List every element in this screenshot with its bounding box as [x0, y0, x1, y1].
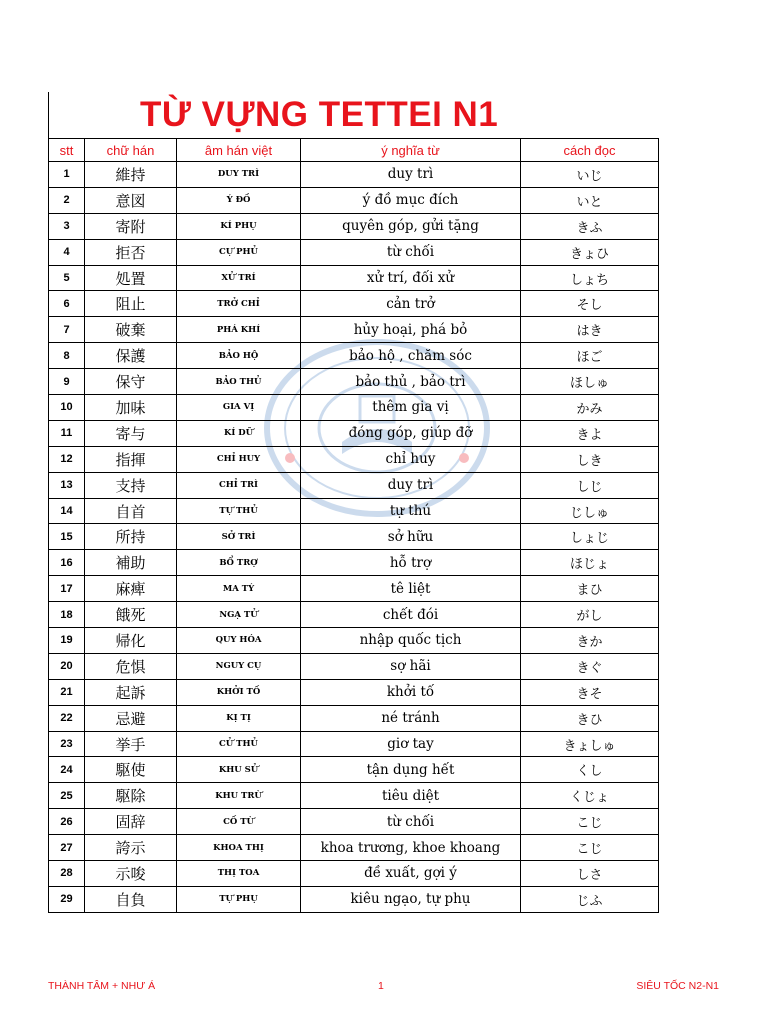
cell-meaning: xử trí, đối xử — [301, 265, 521, 291]
cell-han-viet: SỞ TRÌ — [177, 524, 301, 550]
table-row — [49, 291, 659, 317]
footer-series: SIÊU TỐC N2-N1 — [636, 980, 719, 992]
cell-meaning: chỉ huy — [301, 446, 521, 472]
cell-han-viet: MA TÝ — [177, 576, 301, 602]
cell-kanji: 自首 — [85, 498, 177, 524]
cell-stt: 29 — [49, 886, 85, 912]
cell-stt: 11 — [49, 420, 85, 446]
cell-meaning: đóng góp, giúp đỡ — [301, 420, 521, 446]
cell-meaning: khoa trương, khoe khoang — [301, 835, 521, 861]
cell-meaning: tê liệt — [301, 576, 521, 602]
table-row — [49, 187, 659, 213]
cell-stt: 17 — [49, 576, 85, 602]
table-row — [49, 576, 659, 602]
page-number: 1 — [378, 980, 384, 992]
table-row — [49, 628, 659, 654]
cell-meaning: ý đồ mục đích — [301, 187, 521, 213]
cell-reading: ほしゅ — [521, 369, 659, 395]
cell-han-viet: QUY HÓA — [177, 628, 301, 654]
cell-stt: 5 — [49, 265, 85, 291]
cell-han-viet: KÍ PHỤ — [177, 213, 301, 239]
cell-kanji: 固辞 — [85, 809, 177, 835]
table-row — [49, 602, 659, 628]
cell-reading: きか — [521, 628, 659, 654]
cell-stt: 12 — [49, 446, 85, 472]
cell-reading: きよ — [521, 420, 659, 446]
cell-stt: 23 — [49, 731, 85, 757]
cell-kanji: 保護 — [85, 343, 177, 369]
cell-stt: 9 — [49, 369, 85, 395]
cell-kanji: 挙手 — [85, 731, 177, 757]
left-rule — [48, 92, 49, 138]
table-row — [49, 239, 659, 265]
cell-stt: 22 — [49, 705, 85, 731]
col-header-reading: cách đọc — [521, 139, 659, 162]
cell-han-viet: CỬ THỦ — [177, 731, 301, 757]
col-header-han-viet: âm hán việt — [177, 139, 301, 162]
cell-reading: しょち — [521, 265, 659, 291]
cell-stt: 25 — [49, 783, 85, 809]
cell-stt: 16 — [49, 550, 85, 576]
table-row — [49, 213, 659, 239]
cell-meaning: tự thú — [301, 498, 521, 524]
cell-han-viet: KÍ DỮ — [177, 420, 301, 446]
cell-stt: 14 — [49, 498, 85, 524]
cell-meaning: duy trì — [301, 162, 521, 188]
cell-stt: 27 — [49, 835, 85, 861]
cell-kanji: 餓死 — [85, 602, 177, 628]
cell-reading: がし — [521, 602, 659, 628]
cell-stt: 7 — [49, 317, 85, 343]
cell-kanji: 破棄 — [85, 317, 177, 343]
cell-reading: しょじ — [521, 524, 659, 550]
table-row — [49, 835, 659, 861]
table-row — [49, 446, 659, 472]
table-row — [49, 369, 659, 395]
cell-han-viet: KHỞI TỐ — [177, 679, 301, 705]
cell-reading: いじ — [521, 162, 659, 188]
cell-han-viet: THỊ TOA — [177, 861, 301, 887]
cell-han-viet: PHÁ KHÍ — [177, 317, 301, 343]
cell-meaning: đề xuất, gợi ý — [301, 861, 521, 887]
cell-han-viet: XỬ TRÍ — [177, 265, 301, 291]
cell-meaning: từ chối — [301, 809, 521, 835]
cell-han-viet: KHU SỬ — [177, 757, 301, 783]
cell-stt: 20 — [49, 653, 85, 679]
cell-stt: 3 — [49, 213, 85, 239]
cell-kanji: 指揮 — [85, 446, 177, 472]
cell-reading: じしゅ — [521, 498, 659, 524]
table-row — [49, 783, 659, 809]
cell-reading: こじ — [521, 809, 659, 835]
cell-meaning: né tránh — [301, 705, 521, 731]
cell-meaning: tiêu diệt — [301, 783, 521, 809]
cell-reading: いと — [521, 187, 659, 213]
cell-han-viet: TỰ THỦ — [177, 498, 301, 524]
cell-meaning: hỗ trợ — [301, 550, 521, 576]
cell-han-viet: DUY TRÌ — [177, 162, 301, 188]
cell-stt: 1 — [49, 162, 85, 188]
table-row — [49, 861, 659, 887]
table-row — [49, 886, 659, 912]
col-header-stt: stt — [49, 139, 85, 162]
cell-reading: かみ — [521, 395, 659, 421]
cell-han-viet: CỰ PHỦ — [177, 239, 301, 265]
table-row — [49, 679, 659, 705]
cell-stt: 24 — [49, 757, 85, 783]
table-row — [49, 809, 659, 835]
cell-reading: しき — [521, 446, 659, 472]
cell-stt: 15 — [49, 524, 85, 550]
cell-kanji: 帰化 — [85, 628, 177, 654]
cell-reading: じふ — [521, 886, 659, 912]
cell-kanji: 寄与 — [85, 420, 177, 446]
table-row — [49, 498, 659, 524]
cell-reading: くじょ — [521, 783, 659, 809]
cell-kanji: 寄附 — [85, 213, 177, 239]
cell-kanji: 阻止 — [85, 291, 177, 317]
cell-kanji: 処置 — [85, 265, 177, 291]
cell-kanji: 麻痺 — [85, 576, 177, 602]
cell-kanji: 示唆 — [85, 861, 177, 887]
cell-reading: きぐ — [521, 653, 659, 679]
cell-kanji: 駆除 — [85, 783, 177, 809]
cell-han-viet: KHU TRỪ — [177, 783, 301, 809]
cell-han-viet: GIA VỊ — [177, 395, 301, 421]
page-title: TỪ VỰNG TETTEI N1 — [140, 95, 499, 134]
cell-reading: きょひ — [521, 239, 659, 265]
cell-han-viet: Ý ĐỒ — [177, 187, 301, 213]
cell-kanji: 危惧 — [85, 653, 177, 679]
table-row — [49, 343, 659, 369]
table-row — [49, 653, 659, 679]
cell-reading: こじ — [521, 835, 659, 861]
cell-han-viet: TRỞ CHỈ — [177, 291, 301, 317]
cell-meaning: nhập quốc tịch — [301, 628, 521, 654]
cell-meaning: giơ tay — [301, 731, 521, 757]
cell-meaning: chết đói — [301, 602, 521, 628]
table-row — [49, 317, 659, 343]
cell-kanji: 補助 — [85, 550, 177, 576]
table-body — [49, 162, 659, 913]
cell-meaning: sợ hãi — [301, 653, 521, 679]
cell-kanji: 加味 — [85, 395, 177, 421]
cell-reading: くし — [521, 757, 659, 783]
cell-han-viet: CỐ TỪ — [177, 809, 301, 835]
cell-reading: ほじょ — [521, 550, 659, 576]
cell-han-viet: KỊ TỊ — [177, 705, 301, 731]
cell-han-viet: NGẠ TỬ — [177, 602, 301, 628]
cell-kanji: 維持 — [85, 162, 177, 188]
cell-kanji: 誇示 — [85, 835, 177, 861]
table-row — [49, 420, 659, 446]
table-row — [49, 550, 659, 576]
cell-reading: きひ — [521, 705, 659, 731]
cell-stt: 18 — [49, 602, 85, 628]
cell-stt: 4 — [49, 239, 85, 265]
cell-meaning: sở hữu — [301, 524, 521, 550]
table-row — [49, 472, 659, 498]
cell-kanji: 拒否 — [85, 239, 177, 265]
cell-kanji: 自負 — [85, 886, 177, 912]
cell-han-viet: BỔ TRỢ — [177, 550, 301, 576]
cell-stt: 8 — [49, 343, 85, 369]
cell-reading: しじ — [521, 472, 659, 498]
cell-reading: そし — [521, 291, 659, 317]
cell-han-viet: BẢO HỘ — [177, 343, 301, 369]
table-row — [49, 705, 659, 731]
table-row — [49, 731, 659, 757]
cell-stt: 10 — [49, 395, 85, 421]
cell-kanji: 起訴 — [85, 679, 177, 705]
cell-han-viet: KHOA THỊ — [177, 835, 301, 861]
footer-authors: THÀNH TÂM + NHƯ Á — [48, 980, 156, 992]
cell-meaning: hủy hoại, phá bỏ — [301, 317, 521, 343]
cell-kanji: 駆使 — [85, 757, 177, 783]
cell-han-viet: CHỈ TRÌ — [177, 472, 301, 498]
cell-stt: 6 — [49, 291, 85, 317]
cell-stt: 28 — [49, 861, 85, 887]
cell-stt: 26 — [49, 809, 85, 835]
cell-stt: 13 — [49, 472, 85, 498]
table-row — [49, 395, 659, 421]
cell-meaning: tận dụng hết — [301, 757, 521, 783]
cell-reading: しさ — [521, 861, 659, 887]
cell-meaning: bảo hộ , chăm sóc — [301, 343, 521, 369]
cell-reading: はき — [521, 317, 659, 343]
cell-stt: 2 — [49, 187, 85, 213]
cell-meaning: duy trì — [301, 472, 521, 498]
col-header-meaning: ý nghĩa từ — [301, 139, 521, 162]
cell-han-viet: TỰ PHỤ — [177, 886, 301, 912]
table-row — [49, 265, 659, 291]
cell-meaning: khởi tố — [301, 679, 521, 705]
table-row — [49, 162, 659, 188]
cell-meaning: từ chối — [301, 239, 521, 265]
cell-han-viet: CHỈ HUY — [177, 446, 301, 472]
cell-kanji: 忌避 — [85, 705, 177, 731]
cell-han-viet: BẢO THỦ — [177, 369, 301, 395]
col-header-kanji: chữ hán — [85, 139, 177, 162]
cell-reading: ほご — [521, 343, 659, 369]
cell-kanji: 保守 — [85, 369, 177, 395]
cell-stt: 21 — [49, 679, 85, 705]
cell-han-viet: NGUY CỤ — [177, 653, 301, 679]
table-row — [49, 524, 659, 550]
cell-stt: 19 — [49, 628, 85, 654]
table-header-row — [49, 139, 659, 162]
cell-meaning: kiêu ngạo, tự phụ — [301, 886, 521, 912]
table-row — [49, 757, 659, 783]
cell-kanji: 所持 — [85, 524, 177, 550]
cell-kanji: 支持 — [85, 472, 177, 498]
cell-meaning: cản trở — [301, 291, 521, 317]
cell-reading: きそ — [521, 679, 659, 705]
cell-reading: きょしゅ — [521, 731, 659, 757]
cell-meaning: bảo thủ , bảo trì — [301, 369, 521, 395]
cell-kanji: 意図 — [85, 187, 177, 213]
vocabulary-table — [48, 138, 659, 913]
cell-meaning: thêm gia vị — [301, 395, 521, 421]
cell-reading: きふ — [521, 213, 659, 239]
cell-reading: まひ — [521, 576, 659, 602]
cell-meaning: quyên góp, gửi tặng — [301, 213, 521, 239]
